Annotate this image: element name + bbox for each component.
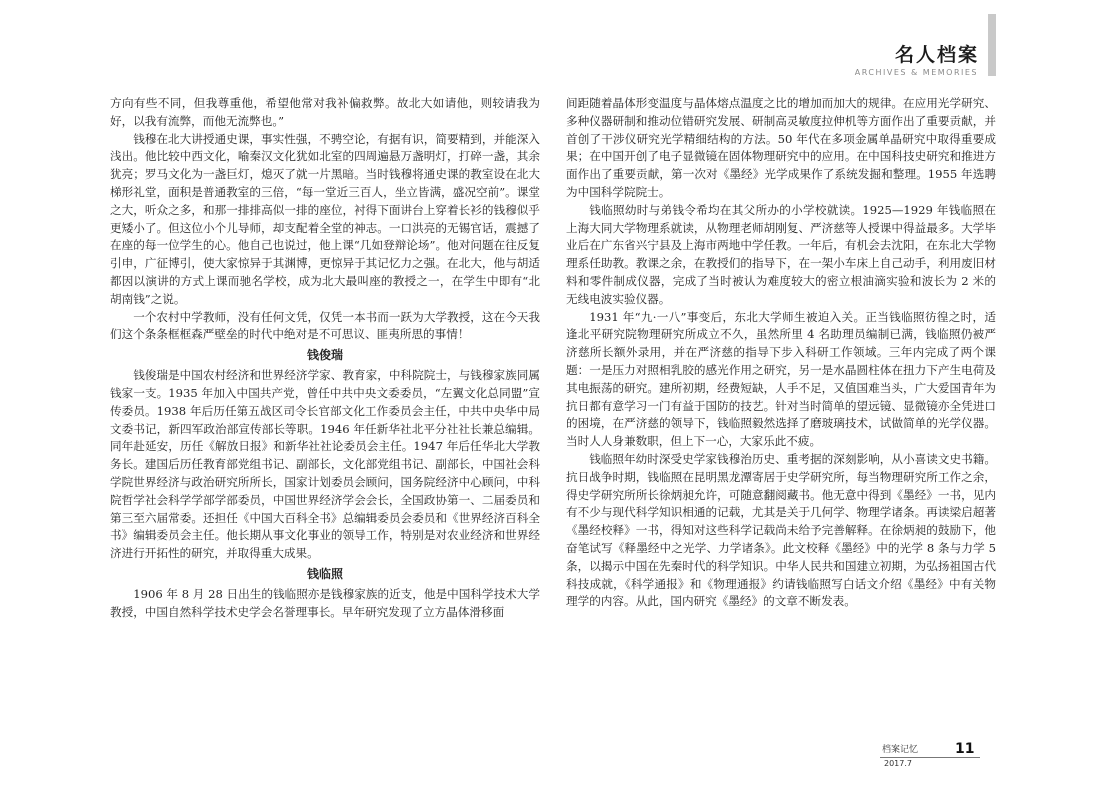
paragraph: 钱穆在北大讲授通史课，事实性强，不骋空论，有据有识，简要精到，并能深入浅出。他比较中西文化，喻秦汉文化犹如北室的四周遍悬万盏明灯，打碎一盏，其余犹亮；罗马文化为一盏巨灯，熄灭了就一片黑暗。当时钱穆将通史课的教室设在北大梯形礼堂，面积是普通教室的三倍，“每一堂近三百人，坐立皆满，盛况空前”。课堂之大，听众之多，和那一排排高似一排的座位，衬得下面讲台上穿着长衫的钱穆似乎更矮小了。但这位小个儿导师，却支配着全堂的神志。一口洪亮的无锡官话，震撼了在座的每一位学生的心。他自己也说过，他上课“几如登辩论场”。他对问题在往反复引申，广征博引，使大家惊异于其渊博，更惊异于其记忆力之强。在北大，他与胡适都因以演讲的方式上课而驰名学校，成为北大最叫座的教授之一，在学生中即有“北胡南钱”之说。 (110, 131, 540, 306)
left-column (110, 95, 540, 622)
paragraph: 1906 年 8 月 28 日出生的钱临照亦是钱穆家族的近支，他是中国科学技术大学教授，中国自然科学技术史学会名誉理事长。早年研究发现了立方晶体滑移面 (110, 586, 540, 619)
paragraph: 间距随着晶体形变温度与晶体熔点温度之比的增加而加大的规律。在应用光学研究、多种仪器研制和推动位错研究发展、研制高灵敏度拉伸机等方面作出了重要贡献，并首创了干涉仪研究光学精细结构的方法。50 年代在多项金属单晶研究中取得重要成果；在中国开创了电子显微镜在固体物理研究中的应用。在中国科技史研究和推进方面作出了重要贡献，第一次对《墨经》光学成果作了系统发掘和整理。1955 年选聘为中国科学院院士。 (566, 96, 996, 199)
section-title: 名人档案 (894, 44, 979, 66)
paragraph: 一个农村中学教师，没有任何文凭，仅凭一本书而一跃为大学教授，这在今天我们这个条条框框森严壁垒的时代中绝对是不可思议、匪夷所思的事情！ (110, 309, 540, 342)
right-column (566, 95, 996, 611)
footer-divider (880, 757, 980, 758)
subsection-heading: 钱俊瑞 (306, 348, 343, 363)
paragraph: 1931 年“九·一八”事变后，东北大学师生被迫入关。正当钱临照彷徨之时，适逢北平研究院物理研究所成立不久，虽然所里 4 名助理员编制已满，钱临照仍被严济慈所长额外录用，并在严济慈的指导下步入科研工作领域。三年内完成了两个课题：一是压力对照相乳胶的感光作用之研究，另一是水晶圆柱体在扭力下产生电荷及其电振荡的研究。建所初期，经费短缺，人手不足，又值国难当头，广大爱国青年为抗日都有意学习一门有益于国防的技艺。针对当时简单的望远镜、显微镜亦全凭进口的困境，在严济慈的领导下，钱临照毅然选择了磨玻璃技术，试做简单的光学仪器。当时人人身兼数职，但上下一心，大家乐此不疲。 (566, 309, 996, 449)
page-number: 11 (955, 741, 975, 757)
corner-decoration-bar (988, 14, 996, 76)
paragraph: 钱临照幼时与弟钱令希均在其父所办的小学校就读。1925—1929 年钱临照在上海大同大学物理系就读，从物理老师胡刚复、严济慈等人授课中得益最多。大学毕业后在广东省兴宁县及上海市两地中学任教。一年后，有机会去沈阳，在东北大学物理系任助教。教课之余，在教授们的指导下，在一架小车床上自己动手，利用废旧材料和零件制成仪器，完成了当时被认为难度较大的密立根油滴实验和波长为 2 米的无线电波实验仪器。 (566, 202, 996, 306)
paragraph: 钱俊瑞是中国农村经济和世界经济学家、教育家，中科院院士，与钱穆家族同属钱家一支。1935 年加入中国共产党，曾任中共中央文委委员，“左翼文化总同盟”宣传委员。1938 年后历任第五战区司令长官部文化工作委员会主任，中共中央华中局文委书记，新四军政治部宣传部长等职。1946 年任新华社北平分社社长兼总编辑。同年赴延安，历任《解放日报》和新华社社论委员会主任。1947 年后任华北大学教务长。建国后历任教育部党组书记、副部长，文化部党组书记、副部长，中国社会科学院世界经济与政治研究所所长，国家计划委员会顾问，国务院经济中心顾问，中科院哲学社会科学学部学部委员，中国世界经济学会会长，全国政协第一、二届委员和第三至六届常委。还担任《中国大百科全书》总编辑委员会委员和《世界经济百科全书》编辑委员会主任。他长期从事文化事业的领导工作，特别是对农业经济和世界经济进行开拓性的研究，并取得重大成果。 (110, 368, 540, 561)
paragraph: 方向有些不同，但我尊重他，希望他常对我补偏救弊。故北大如请他，则较请我为好，以我有流弊，而他无流弊也。” (110, 96, 540, 128)
footer-issue-date: 2017.7 (884, 759, 912, 768)
footer-journal-name: 档案记忆 (882, 745, 919, 755)
paragraph: 钱临照年幼时深受史学家钱穆治历史、重考据的深刻影响，从小喜读文史书籍。抗日战争时期，钱临照在昆明黑龙潭寄居于史学研究所，每当物理研究所工作之余，得史学研究所所长徐炳昶允许，可随意翻阅藏书。他无意中得到《墨经》一书，见内有不少与现代科学知识相通的记载，尤其是关于几何学、物理学诸条。再读梁启超著《墨经校释》一书，得知对这些科学记载尚未给予完善解释。在徐炳昶的鼓励下，他奋笔试写《释墨经中之光学、力学诸条》。此文校释《墨经》中的光学 8 条与力学 5 条，以揭示中国在先秦时代的科学知识。中华人民共和国建立初期，为弘扬祖国古代科技成就，《科学通报》和《物理通报》约请钱临照写白话文介绍《墨经》中有关物理学的内容。从此，国内研究《墨经》的文章不断发表。 (566, 451, 996, 609)
subsection-heading: 钱临照 (306, 566, 343, 581)
section-subtitle: ARCHIVES & MEMORIES (854, 68, 978, 77)
